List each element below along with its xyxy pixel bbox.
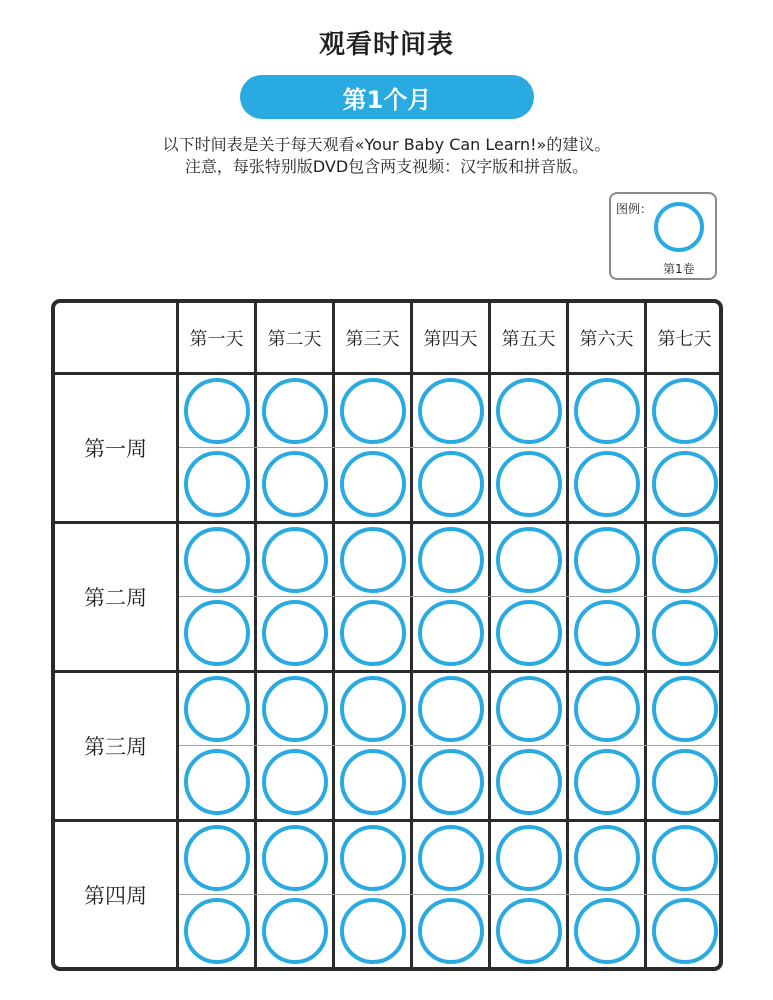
page-title: 观看时间表	[318, 30, 454, 60]
video-slot-circle[interactable]	[340, 378, 406, 444]
grid-column-divider	[176, 303, 179, 967]
video-slot-circle[interactable]	[262, 600, 328, 666]
grid-column-divider	[566, 303, 569, 967]
video-slot-circle[interactable]	[184, 527, 250, 593]
video-slot-circle[interactable]	[574, 378, 640, 444]
video-slot-circle[interactable]	[574, 527, 640, 593]
video-slot-circle[interactable]	[496, 825, 562, 891]
video-slot-circle[interactable]	[418, 378, 484, 444]
video-slot-circle[interactable]	[652, 527, 718, 593]
grid-column-divider	[410, 303, 413, 967]
video-slot-circle[interactable]	[340, 676, 406, 742]
video-slot-circle[interactable]	[184, 898, 250, 964]
video-slot-circle[interactable]	[262, 749, 328, 815]
week-label: 第一周	[84, 437, 147, 461]
video-slot-circle[interactable]	[496, 600, 562, 666]
video-slot-circle[interactable]	[652, 378, 718, 444]
day-header: 第四天	[423, 328, 478, 350]
video-slot-circle[interactable]	[340, 527, 406, 593]
video-slot-circle[interactable]	[652, 676, 718, 742]
week-label: 第四周	[84, 884, 147, 908]
description	[0, 134, 773, 178]
day-header: 第三天	[345, 328, 400, 350]
month-banner: 第1个月	[240, 75, 534, 119]
video-slot-circle[interactable]	[496, 527, 562, 593]
video-slot-circle[interactable]	[652, 749, 718, 815]
video-slot-circle[interactable]	[262, 451, 328, 517]
video-slot-circle[interactable]	[262, 527, 328, 593]
schedule-grid	[51, 299, 723, 971]
video-slot-circle[interactable]	[340, 600, 406, 666]
video-slot-circle[interactable]	[574, 600, 640, 666]
session-divider	[179, 596, 723, 597]
video-slot-circle[interactable]	[496, 898, 562, 964]
video-slot-circle[interactable]	[496, 749, 562, 815]
grid-column-divider	[644, 303, 647, 967]
video-slot-circle[interactable]	[574, 676, 640, 742]
video-slot-circle[interactable]	[184, 600, 250, 666]
video-slot-circle[interactable]	[418, 825, 484, 891]
video-slot-circle[interactable]	[496, 451, 562, 517]
video-slot-circle[interactable]	[574, 898, 640, 964]
video-slot-circle[interactable]	[652, 451, 718, 517]
video-slot-circle[interactable]	[418, 527, 484, 593]
session-divider	[179, 894, 723, 895]
video-slot-circle[interactable]	[340, 898, 406, 964]
video-slot-circle[interactable]	[574, 451, 640, 517]
video-slot-circle[interactable]	[652, 600, 718, 666]
video-slot-circle[interactable]	[184, 749, 250, 815]
video-slot-circle[interactable]	[262, 676, 328, 742]
video-slot-circle[interactable]	[340, 825, 406, 891]
video-slot-circle[interactable]	[262, 378, 328, 444]
video-slot-circle[interactable]	[418, 600, 484, 666]
grid-column-divider	[254, 303, 257, 967]
day-header: 第六天	[579, 328, 634, 350]
video-slot-circle[interactable]	[418, 749, 484, 815]
video-slot-circle[interactable]	[184, 825, 250, 891]
legend-volume-label: 第1卷	[663, 262, 695, 276]
video-slot-circle[interactable]	[262, 825, 328, 891]
video-slot-circle[interactable]	[418, 676, 484, 742]
video-slot-circle[interactable]	[574, 825, 640, 891]
grid-column-divider	[332, 303, 335, 967]
video-slot-circle[interactable]	[652, 825, 718, 891]
week-label: 第三周	[84, 735, 147, 759]
video-slot-circle[interactable]	[652, 898, 718, 964]
volume-circle-icon	[654, 202, 704, 252]
video-slot-circle[interactable]	[496, 676, 562, 742]
week-label: 第二周	[84, 586, 147, 610]
day-header: 第五天	[501, 328, 556, 350]
description-line: 以下时间表是关于每天观看«Your Baby Can Learn!»的建议。	[162, 135, 611, 154]
video-slot-circle[interactable]	[262, 898, 328, 964]
video-slot-circle[interactable]	[184, 676, 250, 742]
grid-column-divider	[488, 303, 491, 967]
legend-label: 图例：	[616, 202, 653, 216]
session-divider	[179, 447, 723, 448]
video-slot-circle[interactable]	[340, 749, 406, 815]
video-slot-circle[interactable]	[496, 378, 562, 444]
video-slot-circle[interactable]	[184, 378, 250, 444]
video-slot-circle[interactable]	[418, 898, 484, 964]
video-slot-circle[interactable]	[184, 451, 250, 517]
day-header: 第一天	[189, 328, 244, 350]
day-header: 第二天	[267, 328, 322, 350]
description-line: 注意，每张特别版DVD包含两支视频：汉字版和拼音版。	[184, 157, 589, 176]
legend-box	[609, 192, 717, 280]
video-slot-circle[interactable]	[340, 451, 406, 517]
video-slot-circle[interactable]	[574, 749, 640, 815]
session-divider	[179, 745, 723, 746]
day-header: 第七天	[657, 328, 712, 350]
video-slot-circle[interactable]	[418, 451, 484, 517]
